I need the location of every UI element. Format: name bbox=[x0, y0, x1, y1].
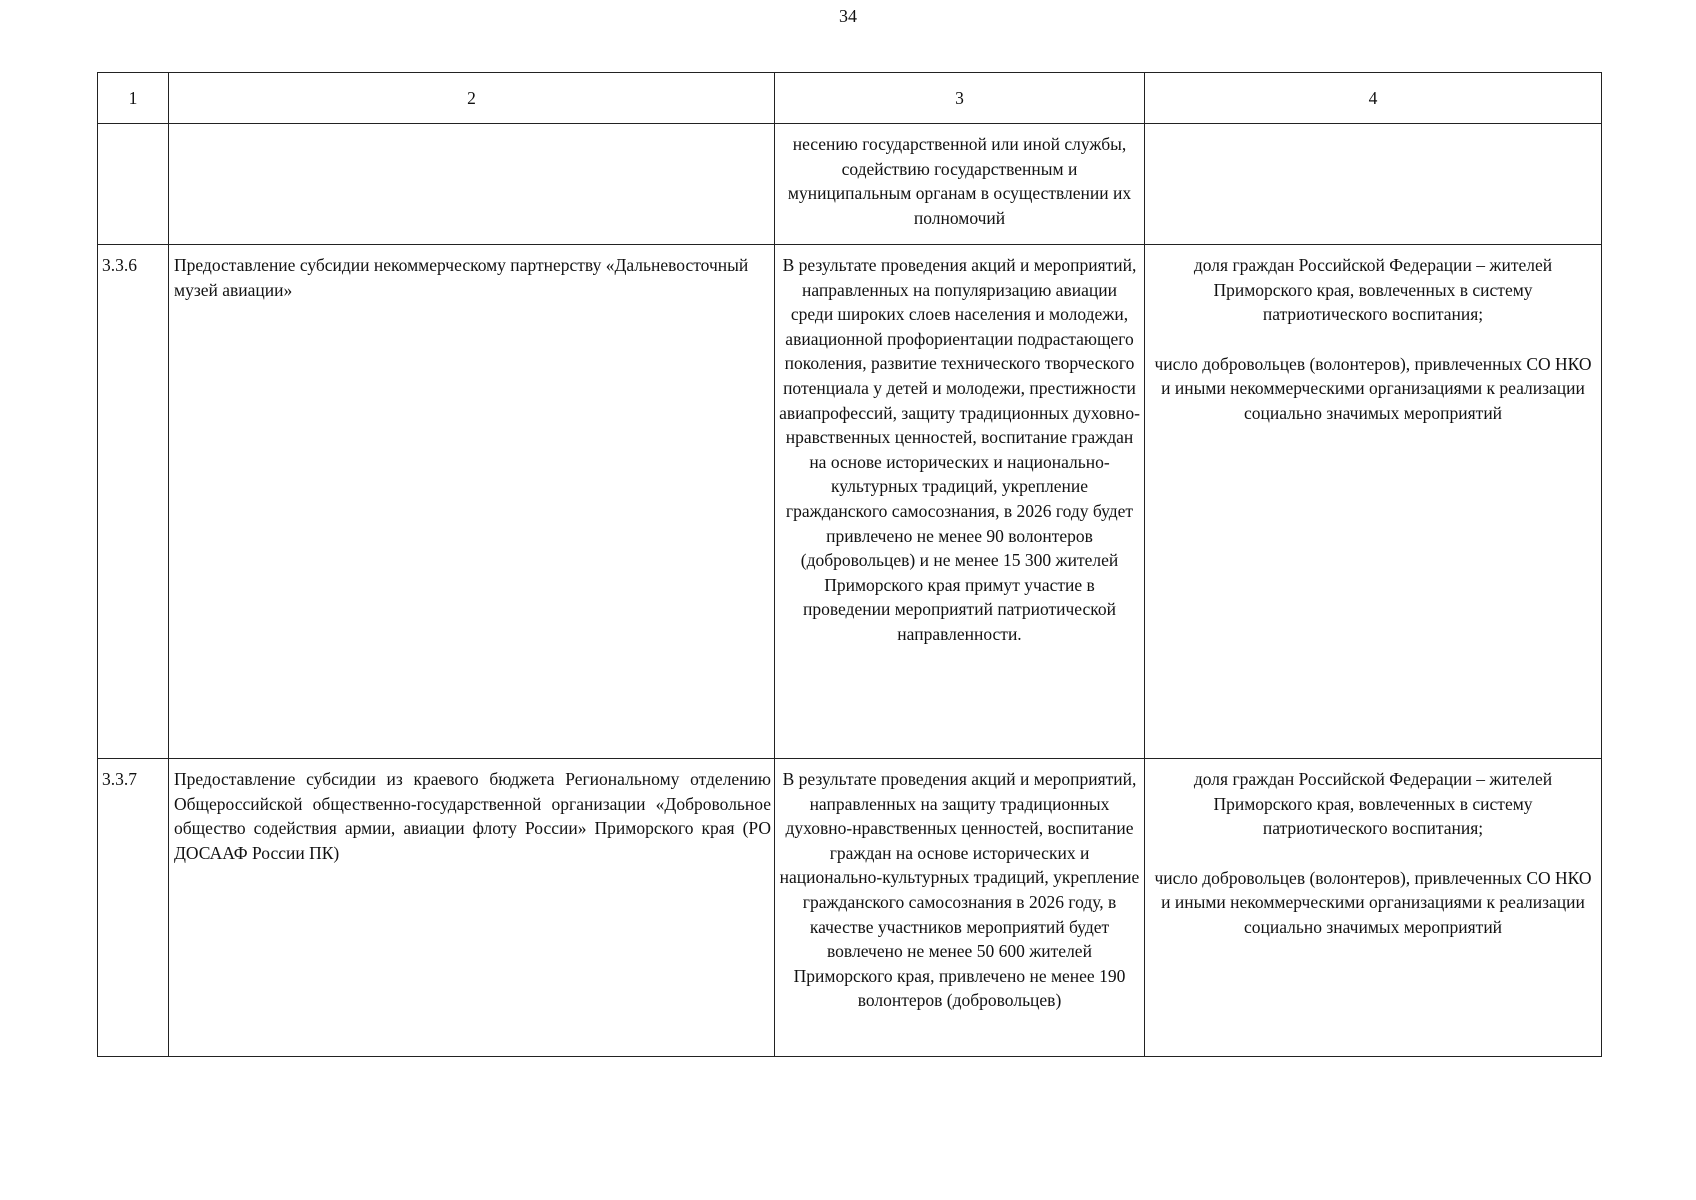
row-number-cell: 3.3.6 bbox=[98, 245, 169, 759]
expected-result-cell: В результате проведения акций и мероприятий, направленных на популяризацию авиации среди широких слоев населения и молодежи, авиационной профориентации подрастающего поколения, развитие технического творческого потенциала у детей и молодежи, престижности авиапрофессий, защиту традиционных духовно-нравственных ценностей, воспитание граждан на основе исторических и национально-культурных традиций, укрепление гражданского самосознания, в 2026 году будет привлечено не менее 90 волонтеров (добровольцев) и не менее 15 300 жителей Приморского края примут участие в проведении мероприятий патриотической направленности. bbox=[775, 245, 1145, 759]
row-number-cell bbox=[98, 124, 169, 245]
row-number-cell: 3.3.7 bbox=[98, 759, 169, 1057]
measure-name-cell bbox=[169, 124, 775, 245]
indicator-patriotic-share: доля граждан Российской Федерации – жителей Приморского края, вовлеченных в систему патриотического воспитания; bbox=[1193, 769, 1553, 839]
table-row bbox=[98, 124, 1602, 245]
measure-name-cell: Предоставление субсидии из краевого бюджета Региональному отделению Общероссийской общественно-государственной организации «Добровольное общество содействия армии, авиации флоту России» Приморского края (РО ДОСААФ России ПК) bbox=[169, 759, 775, 1057]
expected-result-cell: несению государственной или иной службы, содействию государственным и муниципальным органам в осуществлении их полномочий bbox=[775, 124, 1145, 245]
table-row bbox=[98, 759, 1602, 1057]
indicator-cell bbox=[1145, 759, 1602, 1057]
indicator-cell bbox=[1145, 245, 1602, 759]
column-header-4: 4 bbox=[1145, 73, 1602, 124]
indicator-cell bbox=[1145, 124, 1602, 245]
measures-table bbox=[97, 72, 1602, 1057]
page-number: 34 bbox=[839, 6, 857, 26]
table-row bbox=[98, 245, 1602, 759]
indicator-spacer bbox=[1151, 841, 1595, 866]
indicator-spacer bbox=[1151, 327, 1595, 352]
column-header-2: 2 bbox=[169, 73, 775, 124]
measure-name-cell: Предоставление субсидии некоммерческому партнерству «Дальневосточный музей авиации» bbox=[169, 245, 775, 759]
indicator-volunteer-count: число добровольцев (волонтеров), привлеченных СО НКО и иными некоммерческими организациями к реализации социально значимых мероприятий bbox=[1154, 353, 1592, 423]
expected-result-cell: В результате проведения акций и мероприятий, направленных на защиту традиционных духовно-нравственных ценностей, воспитание граждан на основе исторических и национально-культурных традиций, укрепление гражданского самосознания в 2026 году, в качестве участников мероприятий будет вовлечено не менее 50 600 жителей Приморского края, привлечено не менее 190 волонтеров (добровольцев) bbox=[775, 759, 1145, 1057]
indicator-patriotic-share: доля граждан Российской Федерации – жителей Приморского края, вовлеченных в систему патриотического воспитания; bbox=[1193, 255, 1553, 325]
table-header-row bbox=[98, 73, 1602, 124]
column-header-3: 3 bbox=[775, 73, 1145, 124]
indicator-volunteer-count: число добровольцев (волонтеров), привлеченных СО НКО и иными некоммерческими организациями к реализации социально значимых мероприятий bbox=[1154, 867, 1592, 937]
column-header-1: 1 bbox=[98, 73, 169, 124]
